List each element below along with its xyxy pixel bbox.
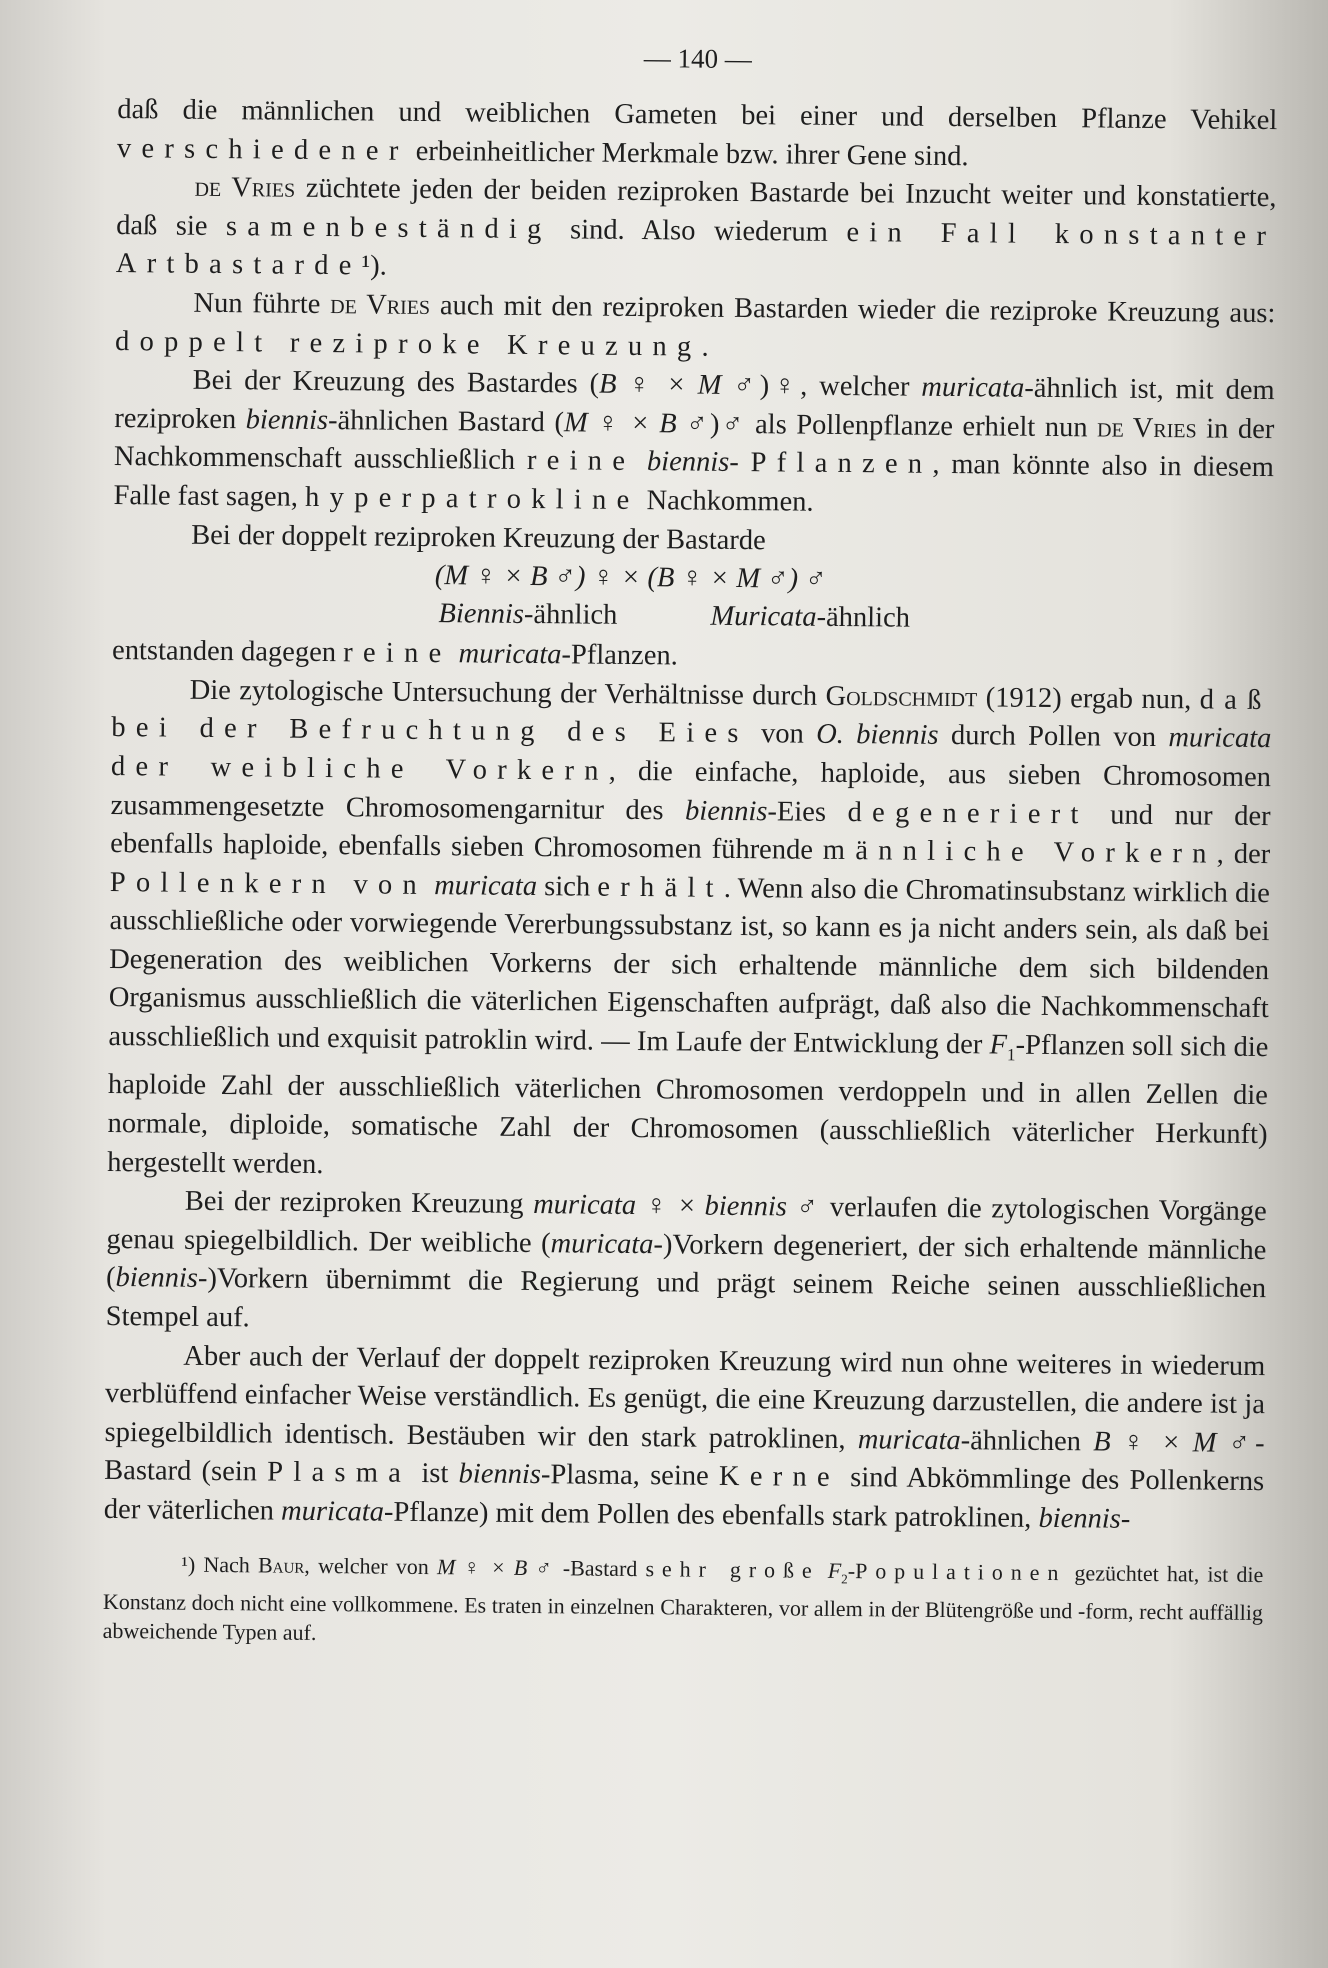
formula-right-label: Muricata-ähnlich	[710, 600, 911, 634]
paragraph-6: entstanden dagegen reine muricata-Pflanzen.	[111, 635, 678, 672]
book-page	[103, 38, 1278, 1656]
cross-formula	[112, 554, 1273, 643]
paragraph-4: Bei der Kreuzung des Bastardes (B ♀ × M ♂)♀, welcher muricata-ähnlich ist, mit dem reziproken biennis-ähnlichen Bastard (M ♀ × B ♂)♂ als Pollenpflanze erhielt nun de Vries in der Nachkommenschaft ausschließlich reine biennis- Pflanzen, man könnte also in diesem Falle fast sagen, hyperpatrokline Nachkommen.	[113, 364, 1275, 518]
page-number: — 140 —	[643, 43, 752, 75]
formula-left-label: Biennis-ähnlich	[438, 598, 618, 631]
paragraph-5: Bei der doppelt reziproken Kreuzung der Bastarde	[191, 519, 766, 556]
footnote	[103, 1549, 1264, 1656]
footnote-text: ¹) Nach Baur, welcher von M ♀ × B ♂ -Bastard sehr große $F_2$-Populationen gezüchtet hat, ist die Konstanz doch nicht eine vollkommene. Es traten in einzelnen Charakteren, vor allem in der Blütengröße und -form, recht auffällig abweichende Typen auf.	[102, 1552, 1264, 1645]
paragraph-2: de Vries züchtete jeden der beiden reziproken Bastarde bei Inzucht weiter und konstatierte, daß sie samenbeständig sind. Also wiederum ein Fall konstanter Artbastarde¹).	[115, 171, 1277, 282]
formula-line: (M ♀ × B ♂) ♀ × (B ♀ × M ♂) ♂	[434, 560, 827, 595]
paragraph-9: Aber auch der Verlauf der doppelt reziproken Kreuzung wird nun ohne weiteres in wiederum verblüffend einfacher Weise verständlich. Es genügt, die eine Kreuzung darzustellen, die andere ist ja spiegelbildlich identisch. Bestäuben wir den stark patroklinen, muricata-ähnlichen B ♀ × M ♂-Bastard (sein Plasma ist biennis-Plasma, seine Kerne sind Abkömmlinge des Pollenkerns der väterlichen muricata-Pflanze) mit dem Pollen des ebenfalls stark patroklinen, biennis-	[103, 1340, 1266, 1535]
paragraph-1: daß die männlichen und weiblichen Gameten bei einer und derselben Pflanze Vehikel verschiedener erbeinheitlicher Merkmale bzw. ihrer Gene sind.	[116, 93, 1278, 172]
paragraph-7: Die zytologische Untersuchung der Verhältnisse durch Goldschmidt (1912) ergab nun, daß bei der Befruchtung des Eies von O. biennis durch Pollen von muricata der weibliche Vorkern, die einfache, haploide, aus sieben Chromosomen zusammengesetzte Chromosomengarnitur des biennis-Eies degeneriert und nur der ebenfalls haploide, ebenfalls sieben Chromosomen führende männliche Vorkern, der Pollenkern von muricata sich erhält. Wenn also die Chromatinsubstanz wirklich die ausschließliche oder vorwiegende Vererbungssubstanz ist, so kann es ja nicht anders sein, als daß bei Degeneration des weiblichen Vorkerns der sich erhaltende männliche dem sich bildenden Organismus ausschließlich die väterlichen Eigenschaften aufprägt, daß also die Nachkommenschaft ausschließlich und exquisit patroklin wird. — Im Laufe der Entwicklung der $F_1$-Pflanzen soll sich die haploide Zahl der ausschließlich väterlichen Chromosomen verdoppeln und in allen Zellen die normale, diploide, somatische Zahl der Chromosomen (ausschließlich väterlicher Herkunft) hergestellt werden.	[107, 674, 1272, 1180]
paragraph-8: Bei der reziproken Kreuzung muricata ♀ × biennis ♂ verlaufen die zytologischen Vorgänge genau spiegelbildlich. Der weibliche (muricata-)Vorkern degeneriert, der sich erhaltende männliche (biennis-)Vorkern übernimmt die Regierung und prägt seinem Reiche seinen ausschließlichen Stempel auf.	[105, 1185, 1267, 1334]
paragraph-3: Nun führte de Vries auch mit den reziproken Bastarden wieder die reziproke Kreuzung aus: doppelt reziproke Kreuzung.	[114, 287, 1276, 363]
